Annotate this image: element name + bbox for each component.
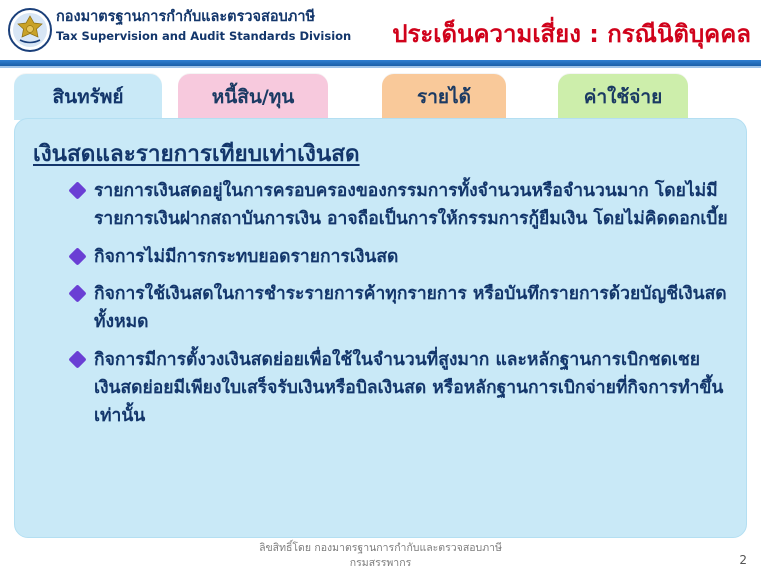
list-item-text: กิจการมีการตั้งวงเงินสดย่อยเพื่อใช้ในจำนวนที่สูงมาก และหลักฐานการเบิกชดเชยเงินสดย่อยมีเพียงใบเสร็จรับเงินหรือบิลเงินสด หรือหลักฐานการเบิกจ่ายที่กิจการทำขึ้นเท่านั้น: [94, 349, 724, 427]
tab-revenue-label: รายได้: [417, 86, 471, 108]
list-item-text: กิจการไม่มีการกระทบยอดรายการเงินสด: [94, 246, 399, 267]
slide-header: [0, 0, 761, 62]
list-item: [71, 243, 731, 271]
list-item-text: รายการเงินสดอยู่ในการครอบครองของกรรมการทั้งจำนวนหรือจำนวนมาก โดยไม่มีรายการเงินฝากสถาบันการเงิน อาจถือเป็นการให้กรรมการกู้ยืมเงิน โดยไม่คิดดอกเบี้ย: [94, 181, 728, 230]
diamond-bullet-icon: [68, 350, 86, 368]
header-divider-secondary: [0, 66, 761, 68]
tab-assets-label: สินทรัพย์: [52, 86, 124, 108]
page-number: 2: [739, 553, 747, 567]
tab-revenue[interactable]: [382, 74, 506, 120]
tab-expenses[interactable]: [558, 74, 688, 120]
category-tabs: [0, 74, 761, 120]
garuda-emblem-icon: [8, 8, 52, 52]
risk-points-list: [71, 177, 731, 440]
tab-assets[interactable]: [14, 74, 162, 120]
diamond-bullet-icon: [68, 181, 86, 199]
copyright-line-2: กรมสรรพากร: [349, 556, 412, 569]
diamond-bullet-icon: [68, 247, 86, 265]
list-item: [71, 280, 731, 337]
section-heading: เงินสดและรายการเทียบเท่าเงินสด: [33, 141, 360, 167]
list-item: [71, 346, 731, 431]
list-item-text: กิจการใช้เงินสดในการชำระรายการค้าทุกรายการ หรือบันทึกรายการด้วยบัญชีเงินสดทั้งหมด: [94, 284, 727, 333]
page-title: ประเด็นความเสี่ยง : กรณีนิติบุคคล: [392, 20, 751, 48]
list-item: [71, 177, 731, 234]
tab-liabilities-equity[interactable]: [178, 74, 328, 120]
content-panel: [14, 118, 747, 538]
tab-expenses-label: ค่าใช้จ่าย: [583, 86, 663, 108]
copyright-line-1: ลิขสิทธิ์โดย กองมาตรฐานการกำกับและตรวจสอบภาษี: [259, 541, 502, 554]
diamond-bullet-icon: [68, 284, 86, 302]
org-name-th: กองมาตรฐานการกำกับและตรวจสอบภาษี: [56, 9, 316, 25]
tab-liabilities-equity-label: หนี้สิน/ทุน: [211, 86, 295, 108]
org-name-en: Tax Supervision and Audit Standards Division: [56, 28, 352, 43]
org-identity: [56, 8, 356, 44]
slide-footer: [0, 541, 761, 571]
